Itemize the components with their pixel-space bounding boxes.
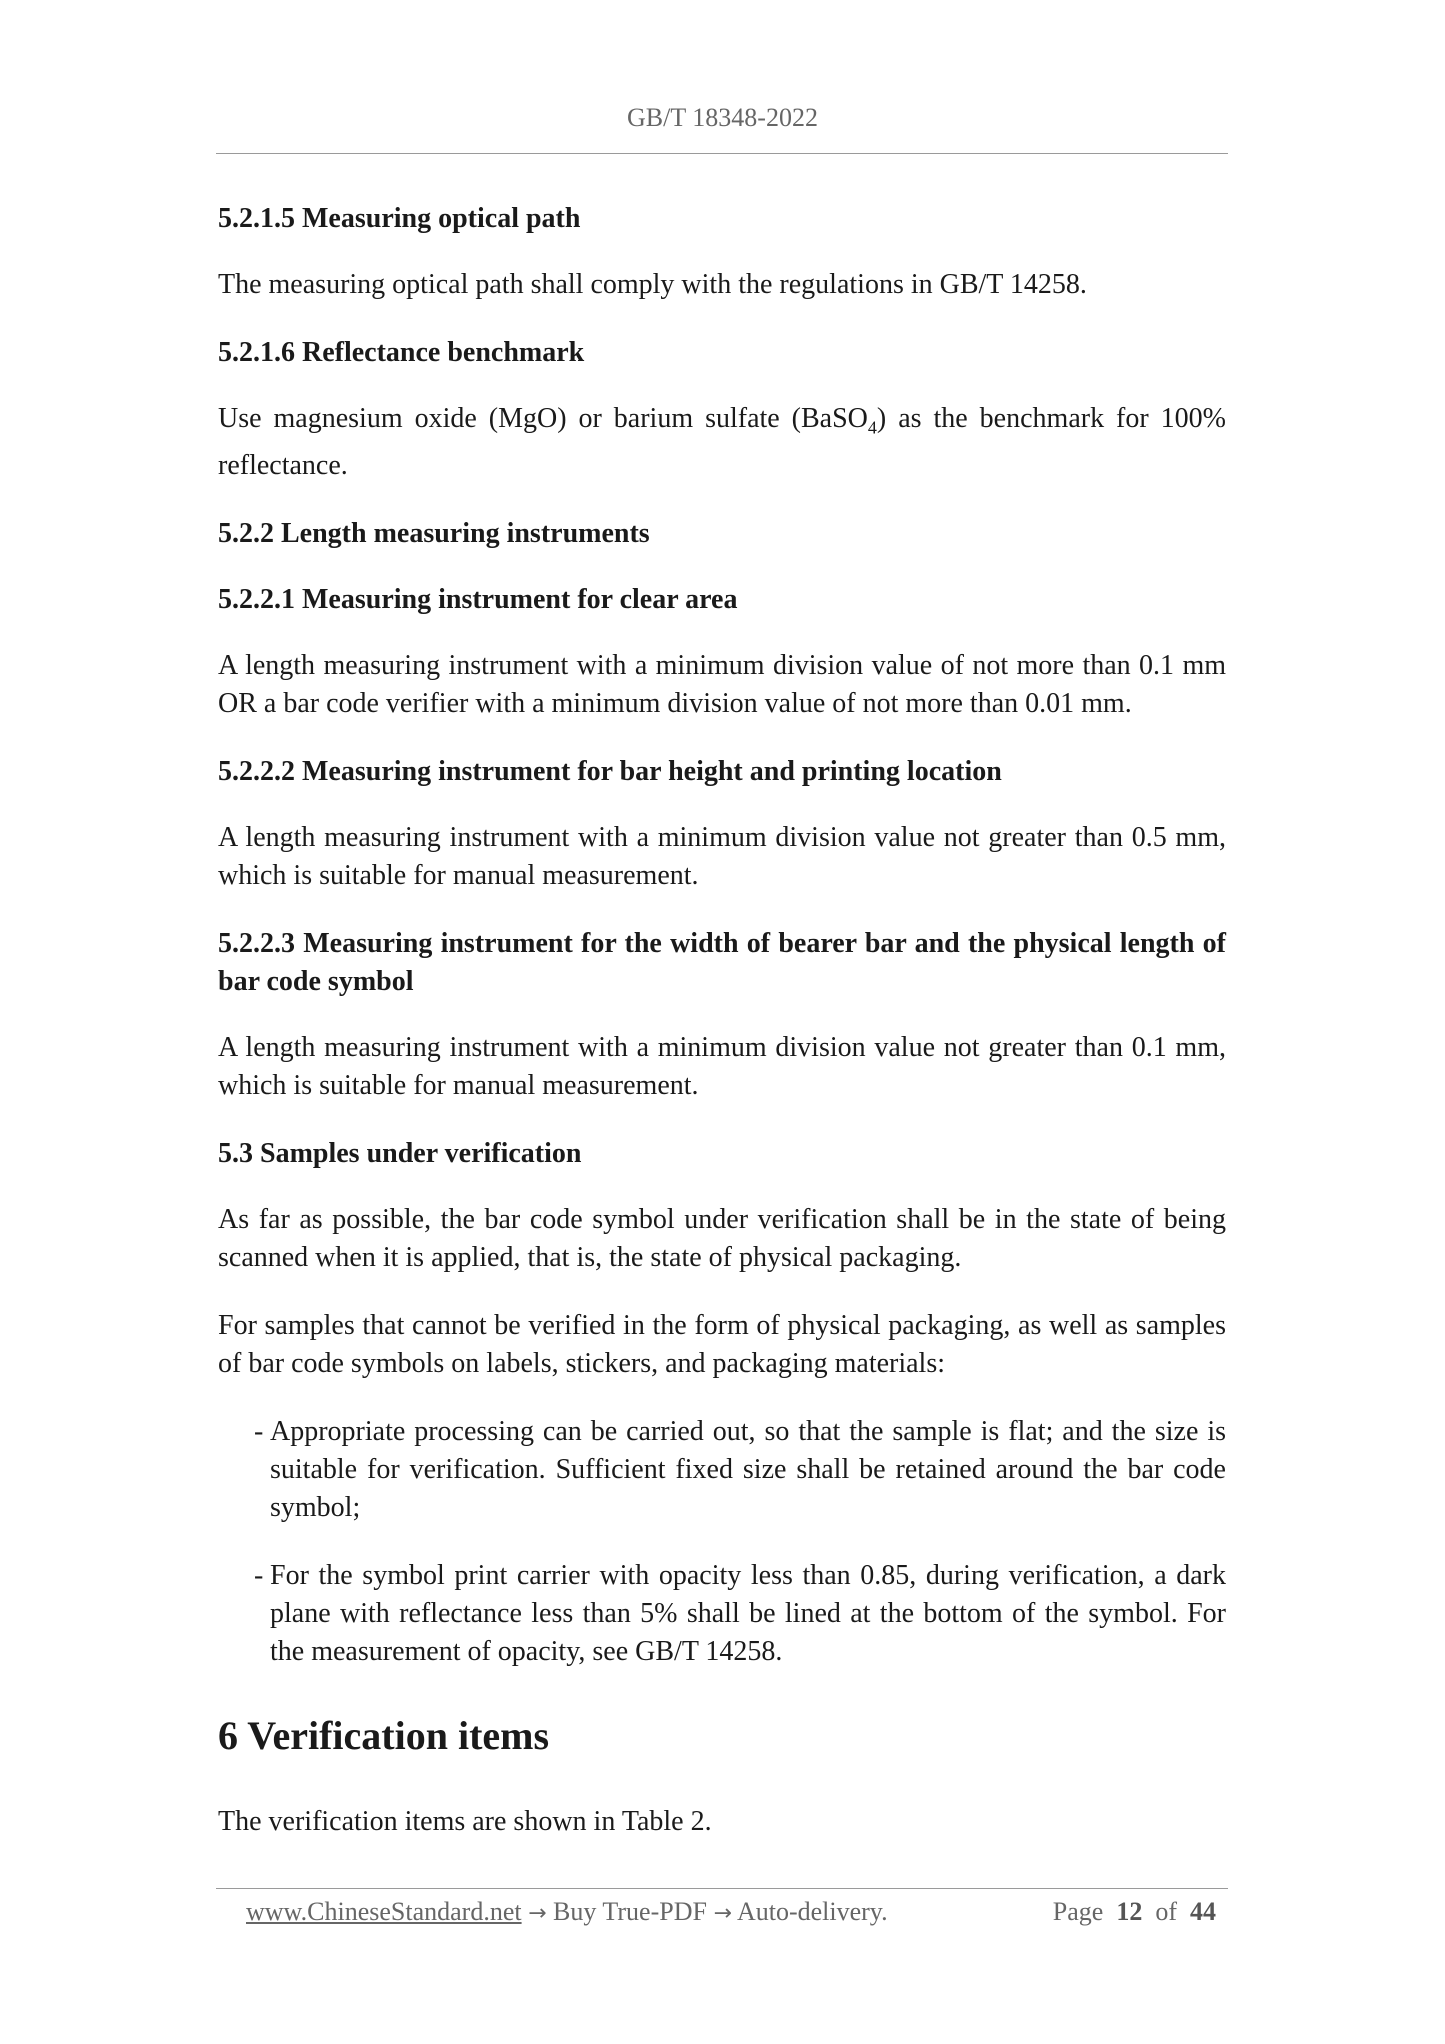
footer-delivery-text: Auto-delivery. [736, 1897, 888, 1926]
page-indicator [1053, 1897, 1216, 1927]
page-header: GB/T 18348-2022 [627, 103, 818, 132]
section-text-5-2-1-6 [218, 400, 1226, 485]
of-word: of [1155, 1897, 1177, 1926]
section-heading-5-2-2: 5.2.2 Length measuring instruments [218, 517, 650, 549]
site-link[interactable]: www.ChineseStandard.net [246, 1897, 522, 1926]
footer-buy-text: Buy True-PDF [553, 1897, 707, 1926]
text-part: Use magnesium oxide (MgO) or barium sulfate (BaSO [218, 403, 868, 434]
bullet-marker: - [254, 1559, 264, 1591]
page-word: Page [1052, 1897, 1104, 1926]
arrow-right-icon: → [713, 1901, 732, 1926]
list-item-text: For the symbol print carrier with opacity less than 0.85, during verification, a dark plane with reflectance less than 5% shall be lined at the bottom of the symbol. For the measurement of opacity, see GB/T 14258. [270, 1559, 1226, 1667]
section-text-5-2-2-3: A length measuring instrument with a minimum division value not greater than 0.1 mm, which is suitable for manual measurement. [218, 1031, 1226, 1101]
page-number: 12 [1116, 1897, 1143, 1926]
page-total: 44 [1190, 1897, 1216, 1926]
section-heading-5-2-2-1: 5.2.2.1 Measuring instrument for clear area [218, 583, 738, 615]
section-heading-5-2-1-5: 5.2.1.5 Measuring optical path [218, 203, 581, 234]
list-item [254, 1413, 1226, 1527]
arrow-right-icon: → [528, 1901, 547, 1926]
document-body [218, 200, 1226, 1871]
section-heading-5-2-2-3: 5.2.2.3 Measuring instrument for the width of bearer bar and the physical length of bar code symbol [218, 927, 1226, 997]
section-text-5-2-2-1: A length measuring instrument with a minimum division value of not more than 0.1 mm OR a bar code verifier with a minimum division value of not more than 0.01 mm. [218, 649, 1226, 719]
list-item [254, 1557, 1226, 1671]
bullet-marker: - [254, 1415, 264, 1447]
footer-divider [216, 1888, 1228, 1889]
section-heading-5-2-2-2: 5.2.2.2 Measuring instrument for bar height and printing location [218, 755, 1002, 787]
section-text-5-2-1-5: The measuring optical path shall comply with the regulations in GB/T 14258. [218, 269, 1087, 300]
section-text-6: The verification items are shown in Table 2. [218, 1805, 712, 1837]
section-heading-6: 6 Verification items [218, 1712, 550, 1758]
list-item-text: Appropriate processing can be carried out, so that the sample is flat; and the size is suitable for verification. Sufficient fixed size shall be retained around the bar code symbol; [270, 1415, 1226, 1523]
section-heading-5-3: 5.3 Samples under verification [218, 1137, 582, 1169]
page-footer [246, 1897, 1226, 1927]
text-part: ) as the benchmark for 100% reflectance. [218, 403, 1226, 481]
section-text-5-3-b: For samples that cannot be verified in the form of physical packaging, as well as samples of bar code symbols on labels, stickers, and packaging materials: [218, 1309, 1226, 1379]
header-divider [216, 153, 1228, 154]
section-text-5-2-2-2: A length measuring instrument with a minimum division value not greater than 0.5 mm, which is suitable for manual measurement. [218, 821, 1226, 891]
subscript: 4 [867, 417, 877, 438]
section-text-5-3-a: As far as possible, the bar code symbol under verification shall be in the state of being scanned when it is applied, that is, the state of physical packaging. [218, 1203, 1226, 1273]
section-heading-5-2-1-6: 5.2.1.6 Reflectance benchmark [218, 337, 585, 368]
